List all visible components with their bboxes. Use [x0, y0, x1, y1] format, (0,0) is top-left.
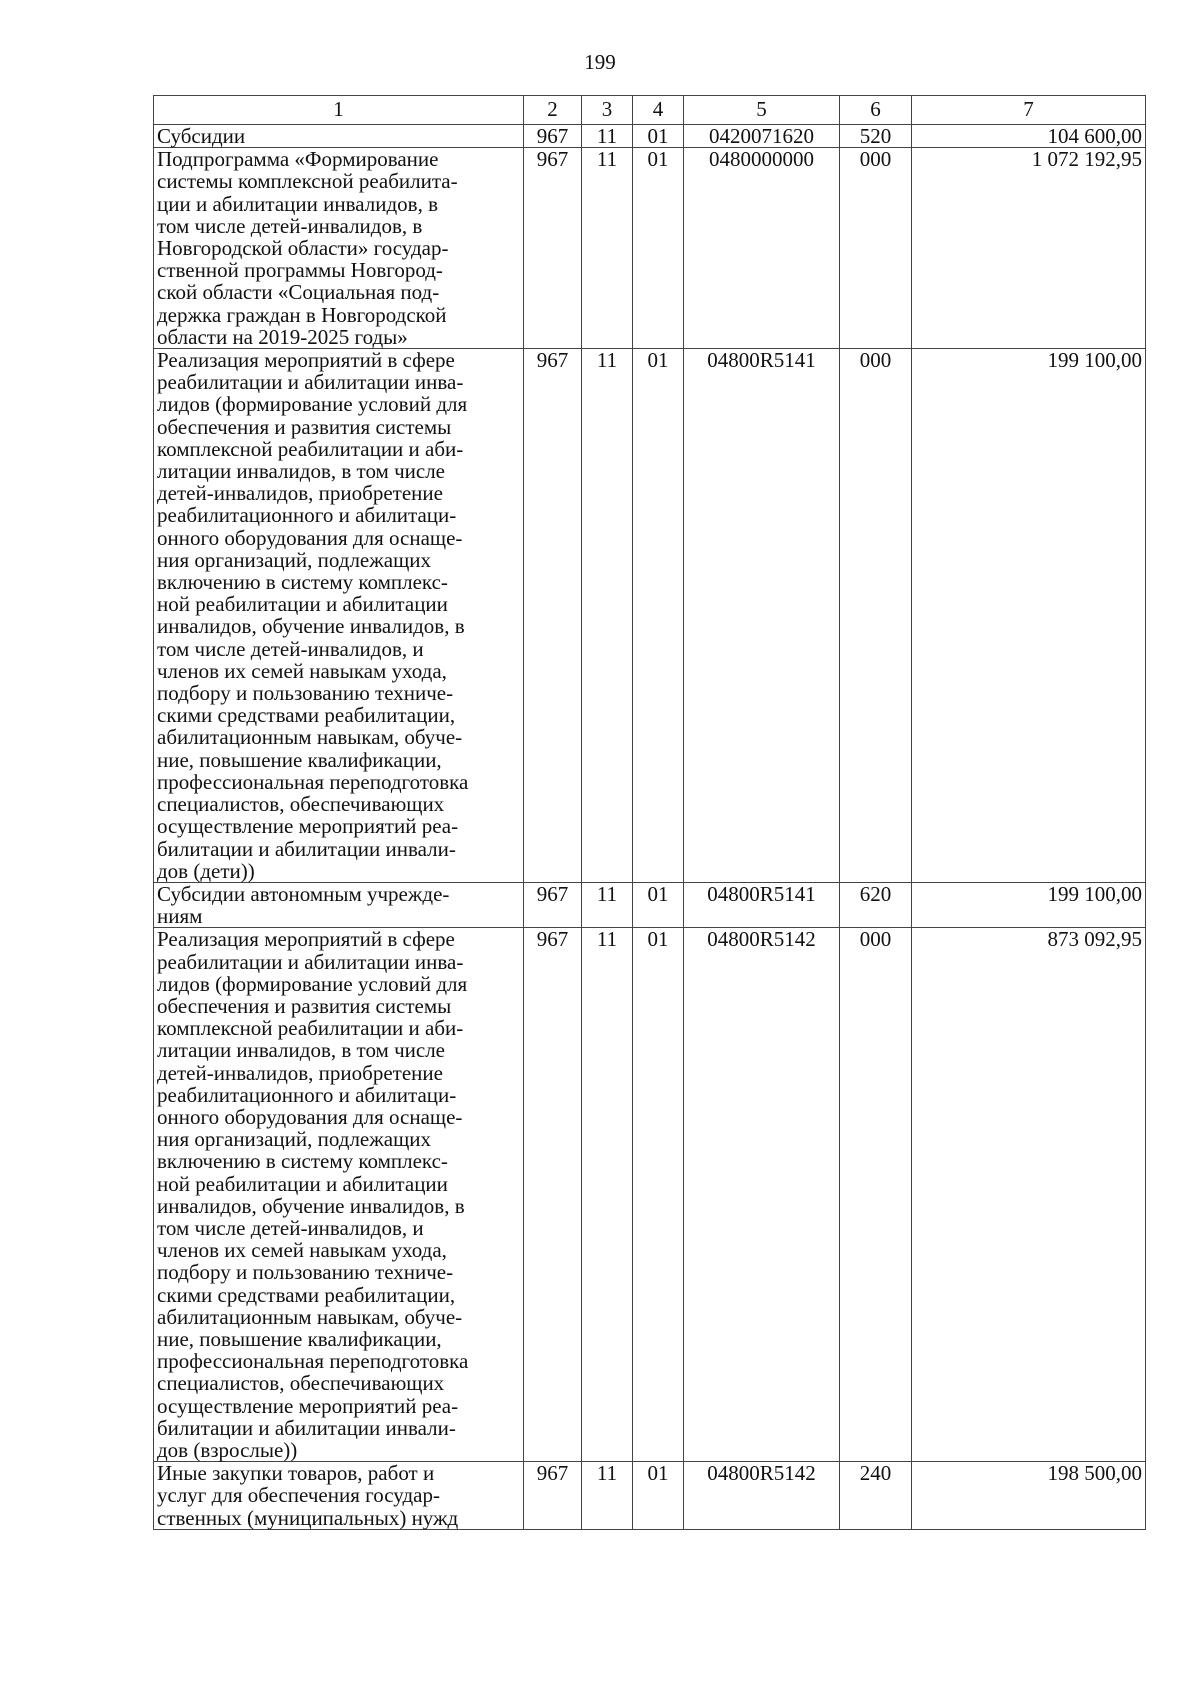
row-rz: 11 [582, 148, 633, 349]
row-ved: 967 [524, 125, 582, 148]
row-name-cell [154, 928, 524, 1462]
row-csr: 04800R5142 [684, 928, 840, 1462]
row-name-cell [154, 349, 524, 883]
row-pr: 01 [633, 1462, 684, 1530]
row-name-cell [154, 125, 524, 148]
row-vr: 000 [840, 349, 912, 883]
row-rz: 11 [582, 349, 633, 883]
row-name: Подпрограмма «Формирование системы комплексной реабилита- ции и абилитации инвалидов, в том числе детей-инвалидов, в Новгородской области» государ- ственной программы Новгород- ской области «Социальная под- держка граждан в Новгородской области на 2019-2025 годы» [157, 147, 458, 349]
row-rz: 11 [582, 1462, 633, 1530]
table-row [154, 148, 1146, 349]
header-cell-2: 2 [524, 96, 582, 125]
row-pr: 01 [633, 349, 684, 883]
row-amount: 1 072 192,95 [912, 148, 1146, 349]
row-amount: 198 500,00 [912, 1462, 1146, 1530]
row-ved: 967 [524, 148, 582, 349]
page-number: 199 [584, 50, 616, 74]
row-rz: 11 [582, 928, 633, 1462]
header-cell-5: 5 [684, 96, 840, 125]
row-pr: 01 [633, 928, 684, 1462]
row-rz: 11 [582, 125, 633, 148]
header-cell-1: 1 [154, 96, 524, 125]
row-ved: 967 [524, 1462, 582, 1530]
row-name: Реализация мероприятий в сфере реабилитации и абилитации инва- лидов (формирование условий для обеспечения и развития системы комплексной реабилитации и аби- литации инвалидов, в том числе детей-инвалидов, приобретение реабилитационного и абилитаци- онного оборудования для оснаще- ния организаций, подлежащих включению в систему комплекс- ной реабилитации и абилитации инвалидов, обучение инвалидов, в том числе детей-инвалидов, и членов их семей навыкам ухода, подбору и пользованию техниче- скими средствами реабилитации, абилитационным навыкам, обуче- ние, повышение квалификации, профессиональная переподготовка специалистов, обеспечивающих осуществление мероприятий реа- билитации и абилитации инвали- дов (взрослые)) [157, 927, 469, 1462]
row-vr: 520 [840, 125, 912, 148]
row-pr: 01 [633, 125, 684, 148]
row-csr: 04800R5141 [684, 349, 840, 883]
row-csr: 04800R5141 [684, 882, 840, 927]
header-cell-7: 7 [912, 96, 1146, 125]
table-row [154, 1462, 1146, 1530]
row-ved: 967 [524, 882, 582, 927]
row-vr: 000 [840, 148, 912, 349]
row-amount: 199 100,00 [912, 349, 1146, 883]
table-body [154, 125, 1146, 1530]
header-row [154, 96, 1146, 125]
table-row [154, 882, 1146, 927]
row-ved: 967 [524, 349, 582, 883]
row-pr: 01 [633, 882, 684, 927]
budget-table [153, 95, 1146, 1530]
row-pr: 01 [633, 148, 684, 349]
row-name-cell [154, 882, 524, 927]
table-row [154, 125, 1146, 148]
row-amount: 104 600,00 [912, 125, 1146, 148]
table-row [154, 928, 1146, 1462]
row-ved: 967 [524, 928, 582, 1462]
row-csr: 0420071620 [684, 125, 840, 148]
row-name-cell [154, 148, 524, 349]
row-vr: 000 [840, 928, 912, 1462]
row-amount: 199 100,00 [912, 882, 1146, 927]
header-cell-4: 4 [633, 96, 684, 125]
row-rz: 11 [582, 882, 633, 927]
row-amount: 873 092,95 [912, 928, 1146, 1462]
row-name: Иные закупки товаров, работ и услуг для обеспечения государ- ственных (муниципальных) нужд [157, 1461, 459, 1530]
row-vr: 240 [840, 1462, 912, 1530]
header-cell-6: 6 [840, 96, 912, 125]
row-name: Субсидии автономным учрежде- ниям [157, 881, 450, 929]
table-row [154, 349, 1146, 883]
row-name: Субсидии [157, 124, 246, 148]
table-header [154, 96, 1146, 125]
header-cell-3: 3 [582, 96, 633, 125]
row-name-cell [154, 1462, 524, 1530]
row-vr: 620 [840, 882, 912, 927]
row-name: Реализация мероприятий в сфере реабилитации и абилитации инва- лидов (формирование условий для обеспечения и развития системы комплексной реабилитации и аби- литации инвалидов, в том числе детей-инвалидов, приобретение реабилитационного и абилитаци- онного оборудования для оснаще- ния организаций, подлежащих включению в систему комплекс- ной реабилитации и абилитации инвалидов, обучение инвалидов, в том числе детей-инвалидов, и членов их семей навыкам ухода, подбору и пользованию техниче- скими средствами реабилитации, абилитационным навыкам, обуче- ние, повышение квалификации, профессиональная переподготовка специалистов, обеспечивающих осуществление мероприятий реа- билитации и абилитации инвали- дов (дети)) [157, 348, 469, 883]
row-csr: 0480000000 [684, 148, 840, 349]
row-csr: 04800R5142 [684, 1462, 840, 1530]
